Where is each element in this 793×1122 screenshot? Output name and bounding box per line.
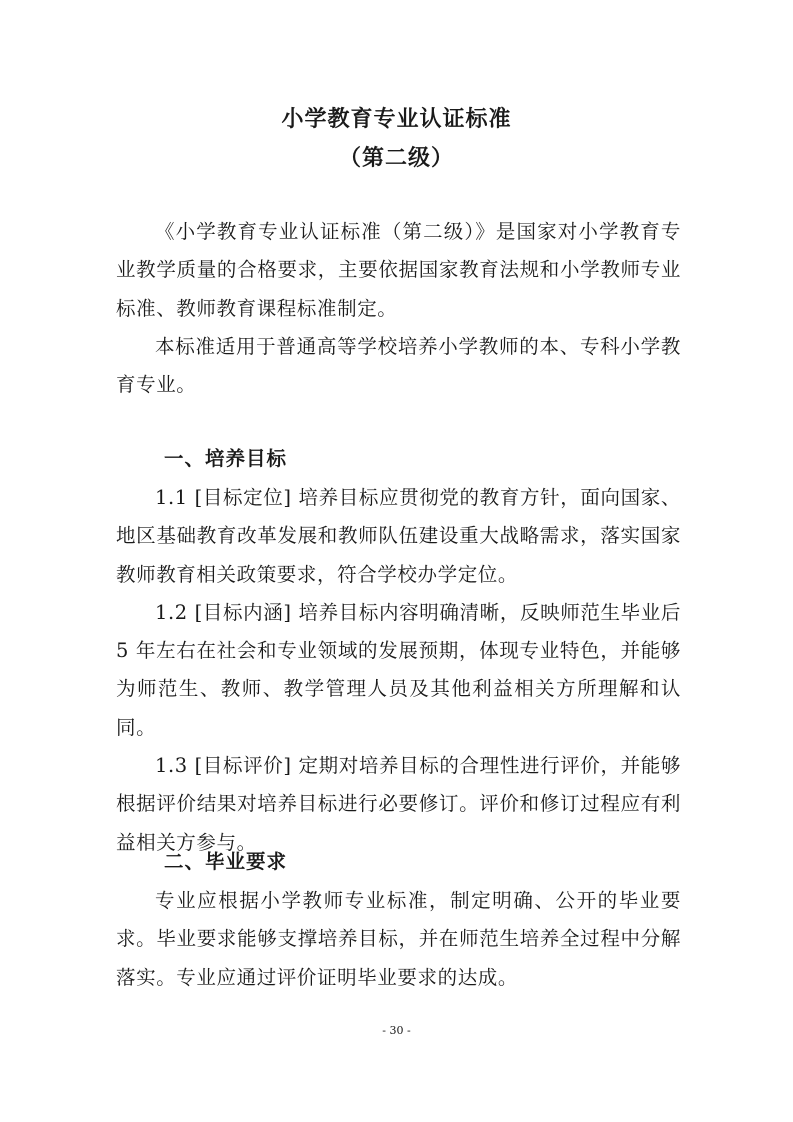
section-paragraph: 1.3 [目标评价] 定期对培养目标的合理性进行评价，并能够根据评价结果对培养目标进行必要修订。评价和修订过程应有利益相关方参与。 bbox=[116, 754, 681, 854]
intro-paragraph: 本标准适用于普通高等学校培养小学教师的本、专科小学教育专业。 bbox=[116, 334, 681, 397]
section-heading: 一、培养目标 bbox=[164, 447, 288, 470]
section-body bbox=[116, 479, 681, 862]
intro-paragraph: 《小学教育专业认证标准（第二级）》是国家对小学教育专业教学质量的合格要求，主要依据国家教育法规和小学教师专业标准、教师教育课程标准制定。 bbox=[116, 220, 681, 320]
page-title: 小学教育专业认证标准 bbox=[281, 107, 512, 132]
page-number: - 30 - bbox=[382, 1024, 411, 1037]
page-subtitle: （第二级） bbox=[338, 146, 454, 171]
intro-block bbox=[116, 213, 681, 404]
section-paragraph: 1.1 [目标定位] 培养目标应贯彻党的教育方针，面向国家、地区基础教育改革发展和教师队伍建设重大战略需求，落实国家教师教育相关政策要求，符合学校办学定位。 bbox=[116, 486, 681, 586]
section-heading: 二、毕业要求 bbox=[164, 850, 288, 873]
section-paragraph: 1.2 [目标内涵] 培养目标内容明确清晰，反映师范生毕业后 5 年左右在社会和专业领域的发展预期，体现专业特色，并能够为师范生、教师、教学管理人员及其他利益相关方所理解和认同。 bbox=[116, 600, 681, 739]
section-paragraph: 专业应根据小学教师专业标准，制定明确、公开的毕业要求。毕业要求能够支撑培养目标，并在师范生培养全过程中分解落实。专业应通过评价证明毕业要求的达成。 bbox=[116, 889, 681, 989]
section-body bbox=[116, 882, 681, 997]
